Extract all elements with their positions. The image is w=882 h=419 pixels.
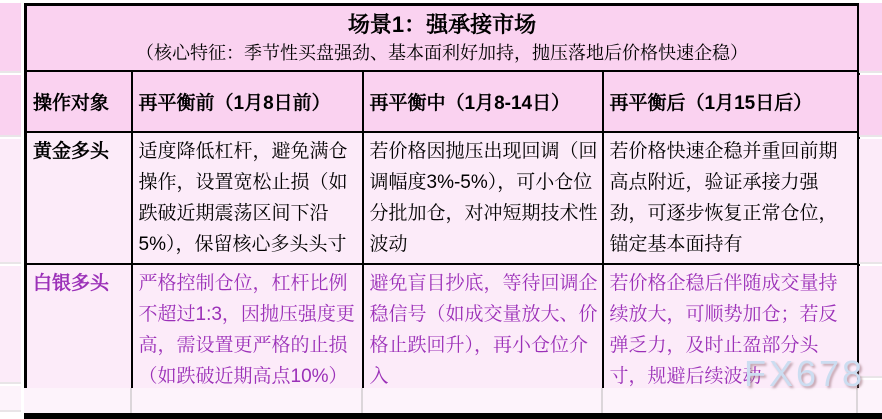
row-header-cell[interactable] (0, 3, 21, 73)
column-header-post-rebalance[interactable]: 再平衡后（1月15日后） (603, 71, 859, 132)
silver-pre-rebalance-cell[interactable]: 严格控制仓位，杠杆比例不超过1:3，因抛压强度更高，需设置更严格的止损（如跌破近期高点10%） (132, 264, 363, 397)
table-title-row (26, 5, 859, 71)
column-header-during-rebalance[interactable]: 再平衡中（1月8-14日） (363, 71, 603, 132)
table-row-silver-longs (26, 264, 859, 397)
row-header-cell[interactable] (0, 75, 21, 137)
column-header-pre-rebalance[interactable]: 再平衡前（1月8日前） (132, 71, 363, 132)
row-header-cell[interactable] (0, 266, 21, 384)
grid-cell[interactable] (859, 139, 882, 264)
row-label-silver-longs[interactable]: 白银多头 (26, 264, 132, 397)
table-row-gold-longs (26, 132, 859, 264)
row-label-gold-longs[interactable]: 黄金多头 (26, 132, 132, 264)
scenario-table (24, 3, 860, 398)
row-header-cell[interactable] (0, 139, 21, 264)
fx678-watermark: FX678 (744, 353, 866, 394)
silver-post-rebalance-cell[interactable]: 若价格企稳后伴随成交量持续放大，可顺势加仓；若反弹乏力，及时止盈部分头寸，规避后续波动 (603, 264, 859, 397)
column-header-operation-target[interactable]: 操作对象 (26, 71, 132, 132)
table-title: 场景1：强承接市场 (347, 11, 537, 37)
silver-during-rebalance-cell[interactable]: 避免盲目抄底，等待回调企稳信号（如成交量放大、价格止跌回升），再小仓位介入 (363, 264, 603, 397)
table-title-cell[interactable] (26, 5, 859, 71)
gold-during-rebalance-cell[interactable]: 若价格因抛压出现回调（回调幅度3%-5%），可小仓位分批加仓，对冲短期技术性波动 (363, 132, 603, 264)
gold-post-rebalance-cell[interactable]: 若价格快速企稳并重回前期高点附近，验证承接力强劲，可逐步恢复正常仓位，锚定基本面持有 (603, 132, 859, 264)
table-header-row (26, 71, 859, 132)
gold-pre-rebalance-cell[interactable]: 适度降低杠杆，避免满仓操作，设置宽松止损（如跌破近期震荡区间下沿5%），保留核心多头头寸 (132, 132, 363, 264)
row-header-cell[interactable] (0, 386, 21, 412)
grid-cell[interactable] (859, 3, 882, 73)
table-subtitle: （核心特征：季节性买盘强劲、基本面利好加持，抛压落地后价格快速企稳） (136, 42, 748, 63)
next-table-top-border (24, 413, 882, 419)
grid-cell[interactable] (859, 75, 882, 137)
